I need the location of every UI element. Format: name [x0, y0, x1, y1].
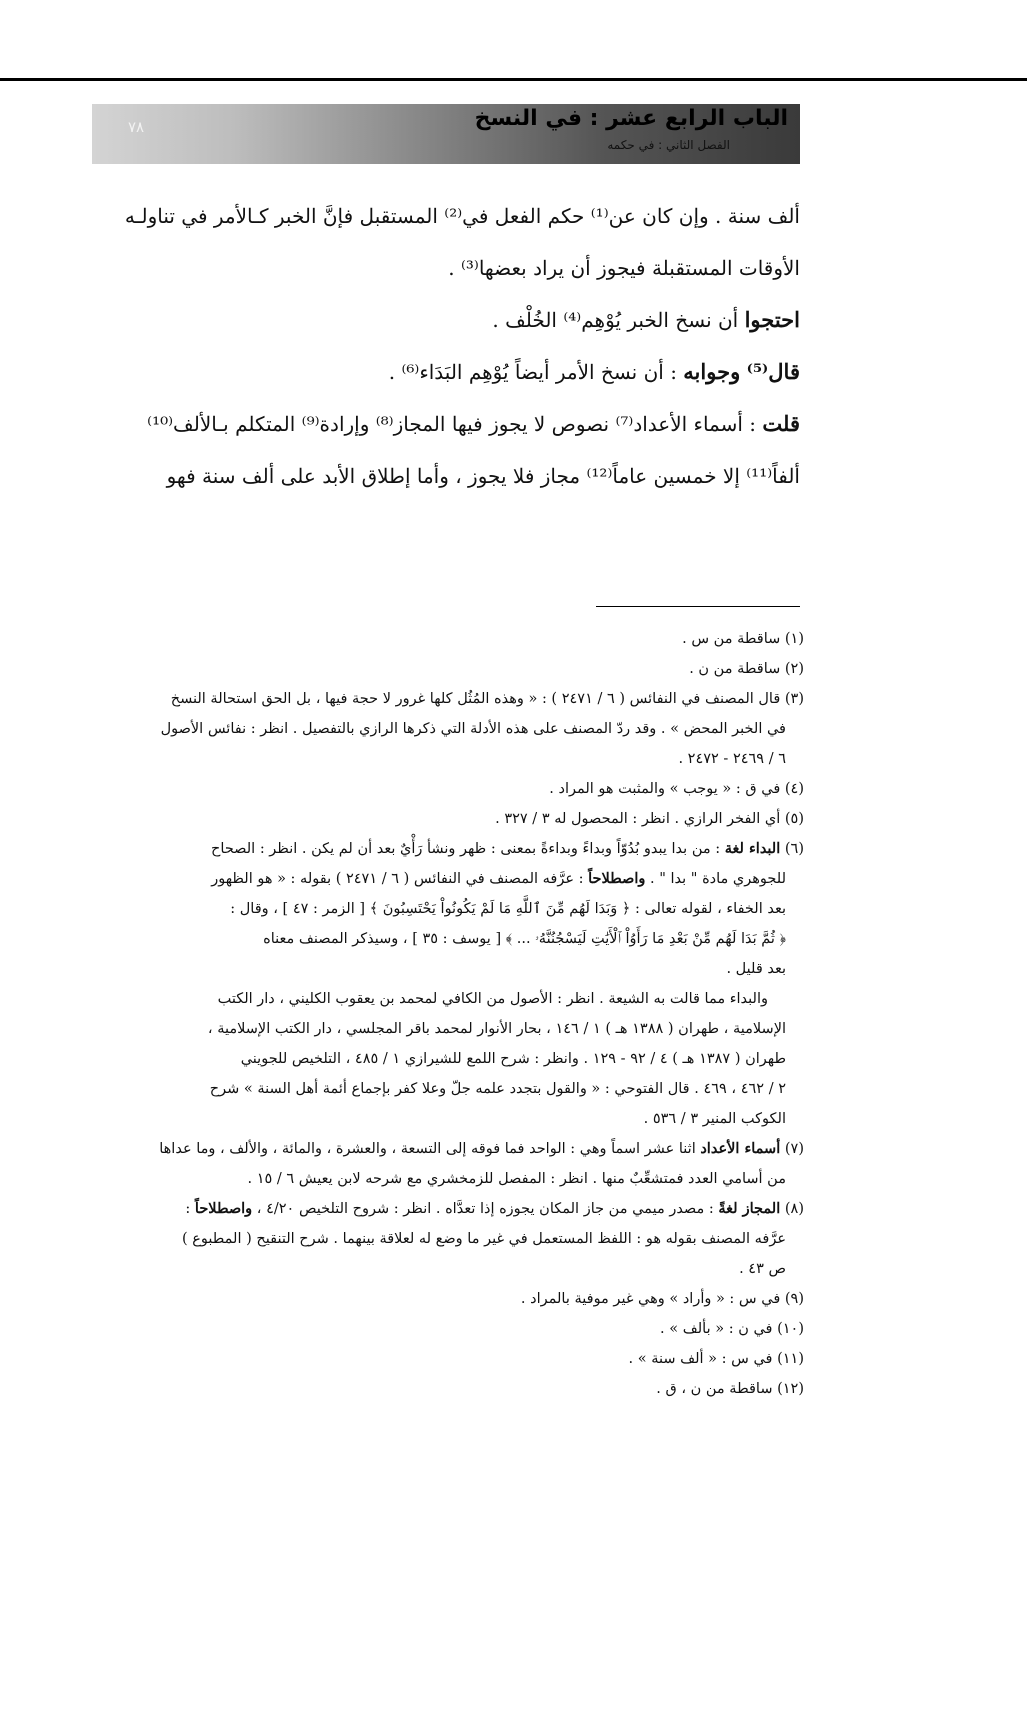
text-line-1: ألف سنة . وإن كان عن⁽¹⁾ حكم الفعل في⁽²⁾ المستقبل فإنَّ الخبر كـالأمر في تناولـه [124, 204, 800, 228]
footnote-6-para2-line-3: طهران ( ١٣٨٧ هـ ) ٤ / ٩٢ - ١٢٩ . وانظر : شرح اللمع للشيرازي ١ / ٤٨٥ ، التلخيص للجويني [240, 1051, 786, 1067]
footnote-6-line-4: ﴿ ثُمَّ بَدَا لَهُم مِّنْ بَعْدِ مَا رَأَوُاْ ٱلْأَيَٰتِ لَيَسْجُنُنَّهُۥ ... ﴾ [ يوسف : ٣٥ ] ، وسيذكر المصنف معناه [263, 931, 786, 947]
keyword-qala: قال⁽⁵⁾ [746, 359, 800, 384]
footnote-8-line-3: ص ٤٣ . [739, 1261, 786, 1277]
footnote-9: (٩) في س : « وأراد » وهي غير موفية بالمراد . [520, 1291, 804, 1307]
footnote-6-line-1 [92, 834, 804, 864]
text-line-5-rest: : أسماء الأعداد⁽⁷⁾ نصوص لا يجوز فيها المجاز⁽⁸⁾ وإرادة⁽⁹⁾ المتكلم بـالألف⁽¹⁰⁾ [147, 412, 757, 436]
footnote-8-term: المجاز لغةً [718, 1200, 781, 1217]
footnote-6-num: (٦) [780, 841, 804, 857]
page-number: ٧٨ [128, 118, 145, 136]
text-line-4 [92, 346, 800, 398]
footnote-6-line-2-pre: للجوهري مادة " بدا " . [645, 871, 786, 887]
footnote-separator [596, 606, 800, 607]
footnote-6-para2-line-2: الإسلامية ، طهران ( ١٣٨٨ هـ ) ١ / ١٤٦ ، بحار الأنوار لمحمد باقر المجلسي ، دار الكتب الإسلامية ، [207, 1021, 786, 1037]
footnote-8-term-2: واصطلاحاً [194, 1200, 253, 1217]
running-header [92, 104, 800, 164]
footnote-6-line-2-rest: : عرَّفه المصنف في النفائس ( ٦ / ٢٤٧١ ) بقوله : « هو الظهور [211, 871, 589, 887]
chapter-title: الباب الرابع عشر : في النسخ [474, 106, 788, 131]
footnote-6-para2-line-1: والبداء مما قالت به الشيعة . انظر : الأصول من الكافي لمحمد بن يعقوب الكليني ، دار الكتب [217, 991, 768, 1007]
footnote-7-line-1-rest: اثنا عشر اسماً وهي : الواحد فما فوقه إلى التسعة ، والعشرة ، والمائة ، والألف ، وما عداها [159, 1141, 701, 1157]
footnote-8-line-1-end: : [185, 1201, 195, 1217]
text-line-4-rest: : أن نسخ الأمر أيضاً يُوْهِم البَدَاء⁽⁶⁾ . [388, 360, 677, 384]
footnote-6-line-1-rest: : من بدا يبدو بُدُوّاً وبداءً وبداءةً بمعنى : ظهر ونشأ رَأْيٌ بعد أن لم يكن . انظر : الصحاح [211, 841, 725, 857]
footnote-11: (١١) في س : « ألف سنة » . [628, 1351, 804, 1367]
footnote-6-line-2 [92, 864, 804, 894]
footnote-6-para2-line-4: ٢ / ٤٦٢ ، ٤٦٩ . قال الفتوحي : « والقول بتجدد علمه جلّ وعلا كفر بإجماع أئمة أهل السنة » شرح [209, 1081, 786, 1097]
footnote-3-line-3: ٦ / ٢٤٦٩ - ٢٤٧٢ . [678, 751, 786, 767]
main-text [92, 190, 800, 502]
footnote-1: (١) ساقطة من س . [682, 631, 804, 647]
footnote-5: (٥) أي الفخر الرازي . انظر : المحصول له ٣ / ٣٢٧ . [495, 811, 804, 827]
text-line-3-rest: أن نسخ الخبر يُوْهِم⁽⁴⁾ الخُلْف . [492, 308, 739, 332]
footnote-8-line-2: عرَّفه المصنف بقوله هو : اللفظ المستعمل في غير ما وضع له لعلاقة بينهما . شرح التنقيح ( المطبوع ) [181, 1231, 786, 1247]
footnote-4: (٤) في ق : « يوجب » والمثبت هو المراد . [549, 781, 804, 797]
footnote-6-line-5: بعد قليل . [726, 961, 786, 977]
footnote-6-line-3: بعد الخفاء ، لقوله تعالى : ﴿ وَبَدَا لَهُم مِّنَ ٱللَّهِ مَا لَمْ يَكُونُواْ يَحْتَسِبُونَ ﴾ [ الزمر : ٤٧ ] ، وقال : [230, 901, 786, 917]
text-line-6: ألفاً⁽¹¹⁾ إلا خمسين عاماً⁽¹²⁾ مجاز فلا يجوز ، وأما إطلاق الأبد على ألف سنة فهو [166, 464, 800, 488]
footnote-6-term: البداء لغة [724, 840, 781, 857]
top-rule [0, 78, 1027, 81]
section-subtitle: الفصل الثاني : في حكمه [607, 138, 730, 152]
footnote-7-num: (٧) [780, 1141, 804, 1157]
footnote-7-line-1 [92, 1134, 804, 1164]
footnote-6-para2-line-5: الكوكب المنير ٣ / ٥٣٦ . [643, 1111, 786, 1127]
keyword-ihtajju: احتجوا [744, 307, 800, 332]
footnote-7-term: أسماء الأعداد [700, 1140, 781, 1157]
keyword-qult: قلت [762, 411, 800, 436]
footnote-7-line-2: من أسامي العدد فمتشعِّبٌ منها . انظر : المفصل للزمخشري مع شرحه لابن يعيش ٦ / ١٥ . [247, 1171, 786, 1187]
footnote-12: (١٢) ساقطة من ن ، ق . [656, 1381, 804, 1397]
footnote-8-line-1 [92, 1194, 804, 1224]
footnote-6-term-2: واصطلاحاً [588, 870, 646, 887]
footnote-2: (٢) ساقطة من ن . [689, 661, 804, 677]
text-line-5 [92, 398, 800, 450]
keyword-jawabuh: وجوابه [683, 359, 741, 384]
footnote-3-line-1: (٣) قال المصنف في النفائس ( ٦ / ٢٤٧١ ) : « وهذه المُثُل كلها غرور لا حجة فيها ، بل الحق استحالة النسخ [170, 691, 804, 707]
footnote-8-line-1-mid: : مصدر ميمي من جاز المكان يجوزه إذا تعدَّاه . انظر : شروح التلخيص ٤/٢٠ ، [252, 1201, 719, 1217]
text-line-2: الأوقات المستقبلة فيجوز أن يراد بعضها⁽³⁾ . [448, 256, 800, 280]
footnotes [92, 624, 804, 1404]
footnote-3-line-2: في الخبر المحض » . وقد ردّ المصنف على هذه الأدلة التي ذكرها الرازي بالتفصيل . انظر : نفائس الأصول [160, 721, 786, 737]
text-line-3 [92, 294, 800, 346]
footnote-10: (١٠) في ن : « بألف » . [660, 1321, 804, 1337]
footnote-8-num: (٨) [780, 1201, 804, 1217]
